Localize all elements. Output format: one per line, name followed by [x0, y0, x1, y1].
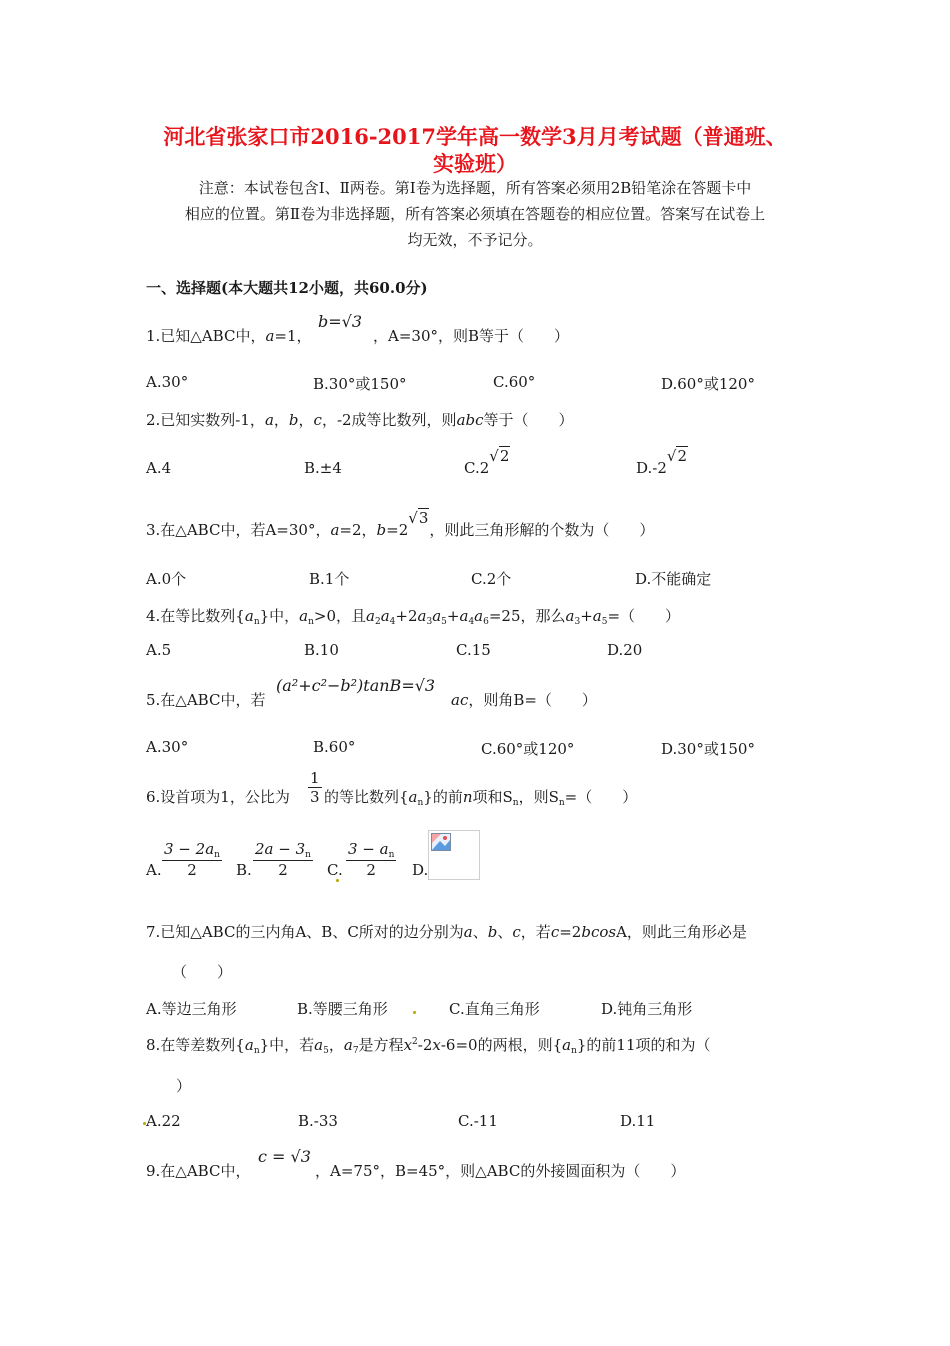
q6-option-b-label: B. [236, 861, 252, 879]
q4-option-c: C.15 [456, 641, 491, 659]
note-line3: 均无效，不予记分。 [407, 231, 543, 249]
q5-option-d: D.30°或150° [661, 740, 755, 758]
q1-option-c: C.60° [493, 373, 536, 391]
q1-option-a: A.30° [146, 373, 189, 391]
q3-option-c: C.2个 [471, 570, 512, 588]
q8-option-a: A.22 [146, 1112, 181, 1130]
q6-option-d-label: D. [412, 861, 429, 879]
question-8: 8.在等差数列$\{a_n\}$中，若$a_5$，$a_7$是方程$x^2-2x-6=0$的两根，则$\{a_n\}$的前11项的和为（ [146, 1036, 711, 1056]
q6-option-b-fraction: $\frac{2a - 3_n}{2}$ [255, 840, 311, 879]
question-3: 3.在△ABC中，若A=30°，a=2，b=2√3，则此三角形解的个数为（ ） [146, 509, 655, 539]
broken-image-placeholder [428, 830, 480, 880]
q6-option-c-label: C. [327, 861, 343, 879]
q1-option-d: D.60°或120° [661, 375, 755, 393]
q7-option-d: D.钝角三角形 [601, 1000, 693, 1018]
stray-dot [336, 879, 339, 882]
question-4: 4.在等比数列$\{a_n\}$中，$a_n>0$，且$a_2a_4+2a_3a_5+a_4a_6=25$，那么$a_3+a_5=$（ ） [146, 607, 681, 627]
section-heading: 一、选择题(本大题共12小题，共60.0分) [146, 279, 428, 297]
question-5: 5.在△ABC中，若 [146, 691, 266, 709]
q6-option-a-fraction: $\frac{3 - 2a_n}{2}$ [164, 840, 220, 879]
question-9-rest: ，A=75°，B=45°，则△ABC的外接圆面积为（ ） [315, 1162, 686, 1180]
q5-option-a: A.30° [146, 738, 189, 756]
q8-option-d: D.11 [620, 1112, 656, 1130]
question-7: 7.已知△ABC的三内角A、B、C所对的边分别为a、b、c，若c=2bcosA，则此三角形必是 [146, 923, 747, 941]
q5-option-c: C.60°或120° [481, 740, 575, 758]
q2-option-b: B.±4 [304, 459, 342, 477]
q7-option-a: A.等边三角形 [146, 1000, 237, 1018]
q7-option-c: C.直角三角形 [449, 1000, 540, 1018]
question-6-rest: 的等比数列$\{a_n\}$的前n项和$S_n$，则$S_n=$（ ） [324, 788, 638, 808]
q4-option-d: D.20 [607, 641, 643, 659]
question-1: 1.已知△ABC中，a=1， [146, 327, 312, 345]
q2-option-d: D.-2√2 [636, 447, 687, 477]
q6-ratio-fraction: $\frac{1}{3}$ [310, 769, 320, 806]
exam-title-line2: 实验班） [433, 151, 517, 176]
question-8-paren: ） [176, 1077, 192, 1095]
q8-option-c: C.-11 [458, 1112, 498, 1130]
note-line2: 相应的位置。第Ⅱ卷为非选择题，所有答案必须填在答题卷的相应位置。答案写在试卷上 [184, 205, 766, 223]
q1-option-b: B.30°或150° [313, 375, 407, 393]
exam-title-line1: 河北省张家口市2016-2017学年高一数学3月月考试题（普通班、 [163, 124, 787, 149]
note-line1: 注意：本试卷包含Ⅰ、Ⅱ两卷。第Ⅰ卷为选择题，所有答案必须用2B铅笔涂在答题卡中 [198, 179, 752, 197]
q4-option-b: B.10 [304, 641, 339, 659]
question-5-rest: ac，则角B=（ ） [451, 691, 597, 709]
q5-formula: (a²+c²−b²)tanB=√3 [276, 676, 436, 695]
question-1-rest: ，A=30°，则B等于（ ） [373, 327, 570, 345]
broken-image-icon [431, 833, 451, 851]
q6-option-a-label: A. [146, 861, 162, 879]
stray-dot [413, 1011, 416, 1014]
q3-option-b: B.1个 [309, 570, 350, 588]
q5-option-b: B.60° [313, 738, 356, 756]
q2-option-a: A.4 [146, 459, 172, 477]
q6-option-c-fraction: $\frac{3 - a_n}{2}$ [348, 840, 395, 879]
q3-option-a: A.0个 [146, 570, 187, 588]
q3-option-d: D.不能确定 [635, 570, 712, 588]
q7-option-b: B.等腰三角形 [297, 1000, 388, 1018]
q9-formula: c = √3 [258, 1147, 311, 1166]
question-7-paren: （ ） [172, 963, 233, 981]
q8-option-b: B.-33 [298, 1112, 338, 1130]
q2-option-c: C.2√2 [464, 447, 510, 477]
q1-formula: b=√3 [318, 312, 363, 331]
question-2: 2.已知实数列-1，a，b，c，-2成等比数列，则abc等于（ ） [146, 411, 574, 429]
question-6: 6.设首项为1，公比为 [146, 788, 290, 806]
question-9: 9.在△ABC中， [146, 1162, 251, 1180]
q4-option-a: A.5 [146, 641, 172, 659]
